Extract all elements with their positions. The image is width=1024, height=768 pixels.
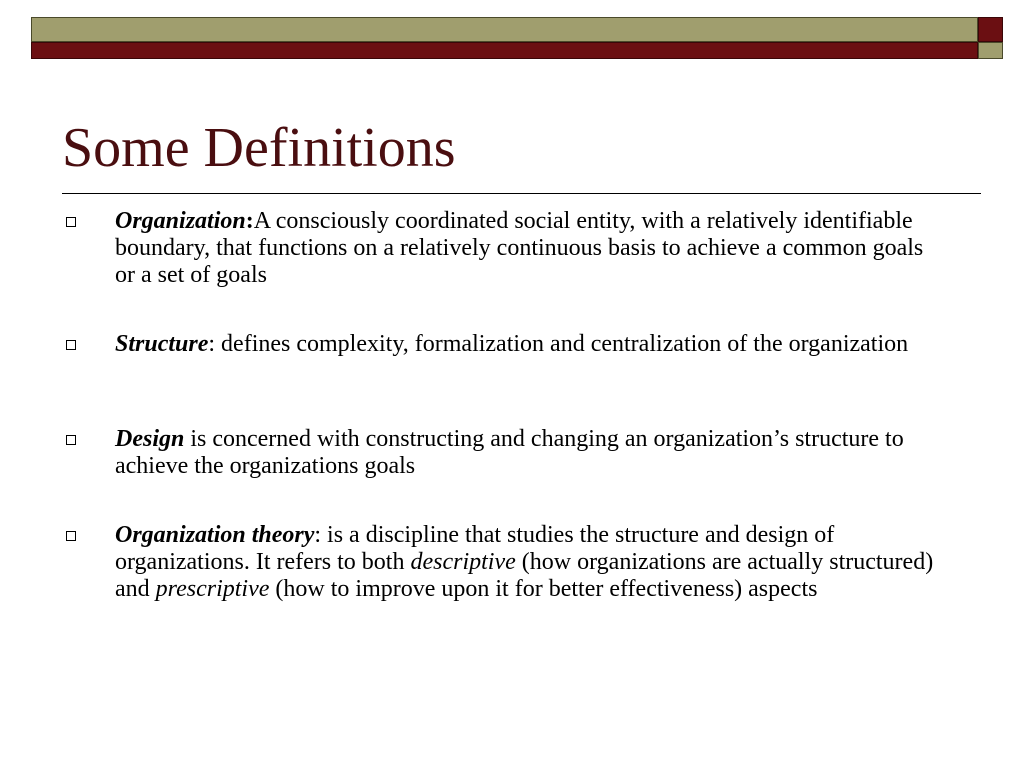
definition-part-1: : is a discipline that studies the structure and design of organizations. It refers to both: [115, 522, 835, 575]
emphasis-descriptive: descriptive: [410, 549, 516, 575]
term-design: Design: [115, 426, 185, 452]
definition-part-3: (how to improve upon it for better effectiveness) aspects: [269, 576, 818, 602]
term-separator: :: [245, 208, 254, 234]
term-structure: Structure: [115, 331, 209, 357]
emphasis-prescriptive: prescriptive: [155, 576, 270, 602]
term-organization: Organization: [115, 208, 246, 234]
definition-part-2: (how organizations are actually structured) and: [115, 549, 934, 602]
hollow-square-bullet-icon: [66, 217, 76, 227]
definition-design: is concerned with constructing and changing an organization’s structure to achieve the organizations goals: [115, 426, 904, 479]
slide-title: Some Definitions: [62, 117, 456, 179]
hollow-square-bullet-icon: [66, 340, 76, 350]
hollow-square-bullet-icon: [66, 435, 76, 445]
list-item-design: [115, 426, 945, 480]
list-item-organization-theory: [115, 522, 945, 603]
list-item-structure: [115, 331, 945, 358]
definition-structure: : defines complexity, formalization and centralization of the organization: [208, 331, 909, 357]
definition-organization: A consciously coordinated social entity, with a relatively identifiable boundary, that functions on a relatively continuous basis to achieve a common goals or a set of goals: [115, 208, 924, 288]
list-item-organization: [115, 208, 945, 289]
term-organization-theory: Organization theory: [115, 522, 315, 548]
hollow-square-bullet-icon: [66, 531, 76, 541]
